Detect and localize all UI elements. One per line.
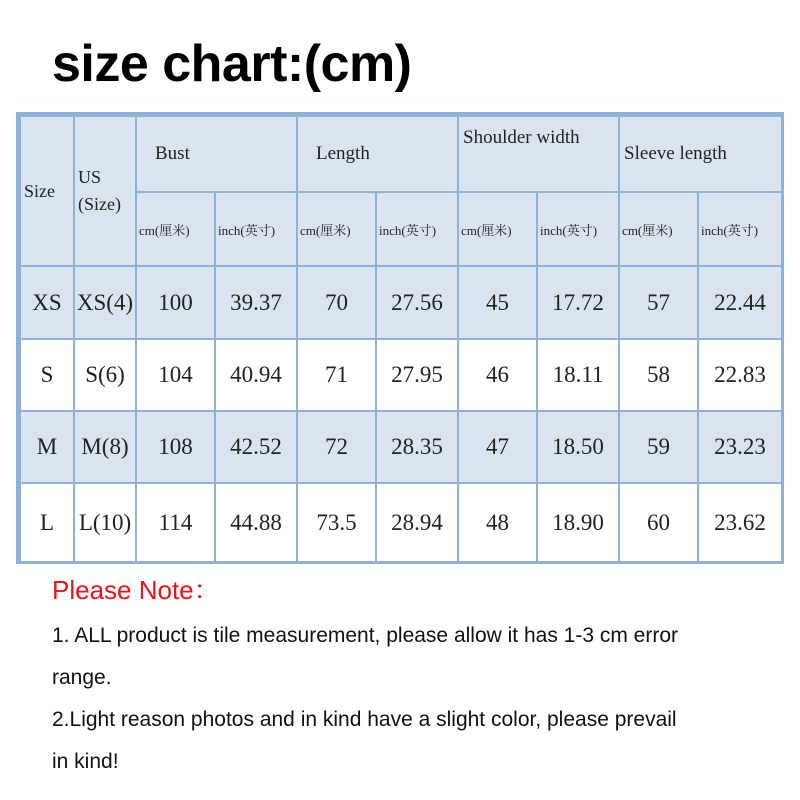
sleeve-inch: 23.23 xyxy=(698,411,782,483)
note-line-2: range. xyxy=(52,666,112,689)
length-inch: 27.56 xyxy=(376,266,458,339)
size-header: Size xyxy=(20,116,74,266)
length-inch: 28.35 xyxy=(376,411,458,483)
bust-cm: 108 xyxy=(136,411,215,483)
note-line-4: in kind! xyxy=(52,750,119,773)
page-title: size chart:(cm) xyxy=(52,35,412,93)
bust-cm: 104 xyxy=(136,339,215,411)
table-row xyxy=(20,266,782,339)
size-table xyxy=(19,115,783,563)
length-inch: 27.95 xyxy=(376,339,458,411)
group-header-shoulder-width: Shoulder width xyxy=(458,116,619,192)
group-header-sleeve-length: Sleeve length xyxy=(619,116,782,192)
header-row-groups xyxy=(20,116,782,192)
shoulder-cm: 47 xyxy=(458,411,537,483)
table-row xyxy=(20,411,782,483)
group-header-bust: Bust xyxy=(136,116,297,192)
bust-cm: 114 xyxy=(136,483,215,562)
table-row xyxy=(20,483,782,562)
us-size-header xyxy=(74,116,136,266)
shoulder-inch: 18.90 xyxy=(537,483,619,562)
size-label: M xyxy=(20,411,74,483)
size-chart-table xyxy=(16,112,784,564)
shoulder-inch: 18.11 xyxy=(537,339,619,411)
size-label: XS xyxy=(20,266,74,339)
us-size-label: XS(4) xyxy=(74,266,136,339)
sleeve-inch: 22.83 xyxy=(698,339,782,411)
group-header-length: Length xyxy=(297,116,458,192)
shoulder-cm: 45 xyxy=(458,266,537,339)
us-size-label: M(8) xyxy=(74,411,136,483)
bust-cm: 100 xyxy=(136,266,215,339)
us-header-line1: US xyxy=(78,167,102,187)
sleeve-cm: 60 xyxy=(619,483,698,562)
sleeve-cm: 57 xyxy=(619,266,698,339)
unit-header-cm: cm(厘米) xyxy=(136,192,215,266)
shoulder-inch: 17.72 xyxy=(537,266,619,339)
sleeve-inch: 22.44 xyxy=(698,266,782,339)
length-cm: 70 xyxy=(297,266,376,339)
us-size-label: S(6) xyxy=(74,339,136,411)
us-size-label: L(10) xyxy=(74,483,136,562)
shoulder-inch: 18.50 xyxy=(537,411,619,483)
unit-header-cm: cm(厘米) xyxy=(619,192,698,266)
table-row xyxy=(20,339,782,411)
length-cm: 73.5 xyxy=(297,483,376,562)
shoulder-cm: 46 xyxy=(458,339,537,411)
sleeve-cm: 59 xyxy=(619,411,698,483)
bust-inch: 39.37 xyxy=(215,266,297,339)
sleeve-inch: 23.62 xyxy=(698,483,782,562)
unit-header-cm: cm(厘米) xyxy=(458,192,537,266)
note-title: Please Note： xyxy=(52,575,220,605)
sleeve-cm: 58 xyxy=(619,339,698,411)
length-inch: 28.94 xyxy=(376,483,458,562)
us-header-line2: (Size) xyxy=(78,194,121,214)
unit-header-inch: inch(英寸) xyxy=(698,192,782,266)
length-cm: 72 xyxy=(297,411,376,483)
unit-header-inch: inch(英寸) xyxy=(537,192,619,266)
bust-inch: 42.52 xyxy=(215,411,297,483)
note-line-3: 2.Light reason photos and in kind have a slight color, please prevail xyxy=(52,708,677,731)
shoulder-cm: 48 xyxy=(458,483,537,562)
size-label: L xyxy=(20,483,74,562)
size-label: S xyxy=(20,339,74,411)
length-cm: 71 xyxy=(297,339,376,411)
unit-header-inch: inch(英寸) xyxy=(215,192,297,266)
note-line-1: 1. ALL product is tile measurement, please allow it has 1-3 cm error xyxy=(52,624,679,647)
unit-header-cm: cm(厘米) xyxy=(297,192,376,266)
bust-inch: 44.88 xyxy=(215,483,297,562)
bust-inch: 40.94 xyxy=(215,339,297,411)
unit-header-inch: inch(英寸) xyxy=(376,192,458,266)
